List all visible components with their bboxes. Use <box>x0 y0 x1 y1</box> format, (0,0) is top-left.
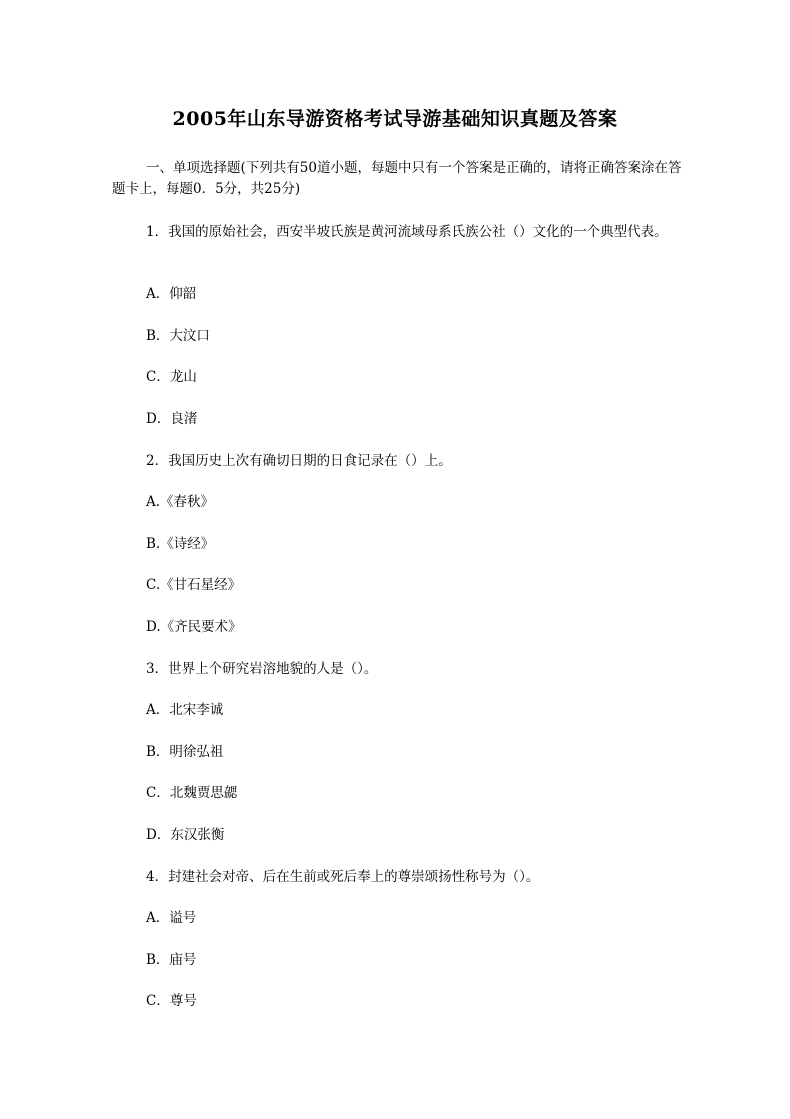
question-2-option-b: B.《诗经》 <box>146 536 215 552</box>
question-4-option-c: C．尊号 <box>146 993 197 1009</box>
question-2-option-c: C.《甘石星经》 <box>146 577 242 593</box>
question-1-option-c: C．龙山 <box>146 369 197 385</box>
question-4-stem: 4．封建社会对帝、后在生前或死后奉上的尊崇颂扬性称号为（）。 <box>146 869 540 885</box>
question-2-option-a: A.《春秋》 <box>146 494 215 510</box>
question-1-stem: 1．我国的原始社会，西安半坡氏族是黄河流域母系氏族公社（）文化的一个典型代表。 <box>146 224 668 240</box>
question-3-option-a: A．北宋李诚 <box>146 702 224 718</box>
question-3-option-b: B．明徐弘祖 <box>146 744 224 760</box>
question-1-option-b: B．大汶口 <box>146 328 210 344</box>
question-3-stem: 3．世界上个研究岩溶地貌的人是（）。 <box>146 661 378 677</box>
question-1-option-a: A．仰韶 <box>146 286 197 302</box>
document-title: 2005年山东导游资格考试导游基础知识真题及答案 <box>172 108 618 130</box>
question-3-option-c: C．北魏贾思勰 <box>146 785 238 801</box>
question-2-stem: 2．我国历史上次有确切日期的日食记录在（）上。 <box>146 453 452 469</box>
question-4-option-a: A．谥号 <box>146 910 197 926</box>
section-intro: 一、单项选择题(下列共有50道小题，每题中只有一个答案是正确的，请将正确答案涂在答题卡上，每题0．5分，共25分) <box>112 160 682 197</box>
question-2-option-d: D.《齐民要术》 <box>146 619 242 635</box>
question-4-option-b: B．庙号 <box>146 952 197 968</box>
question-3-option-d: D．东汉张衡 <box>146 827 225 843</box>
question-1-option-d: D．良渚 <box>146 411 198 427</box>
